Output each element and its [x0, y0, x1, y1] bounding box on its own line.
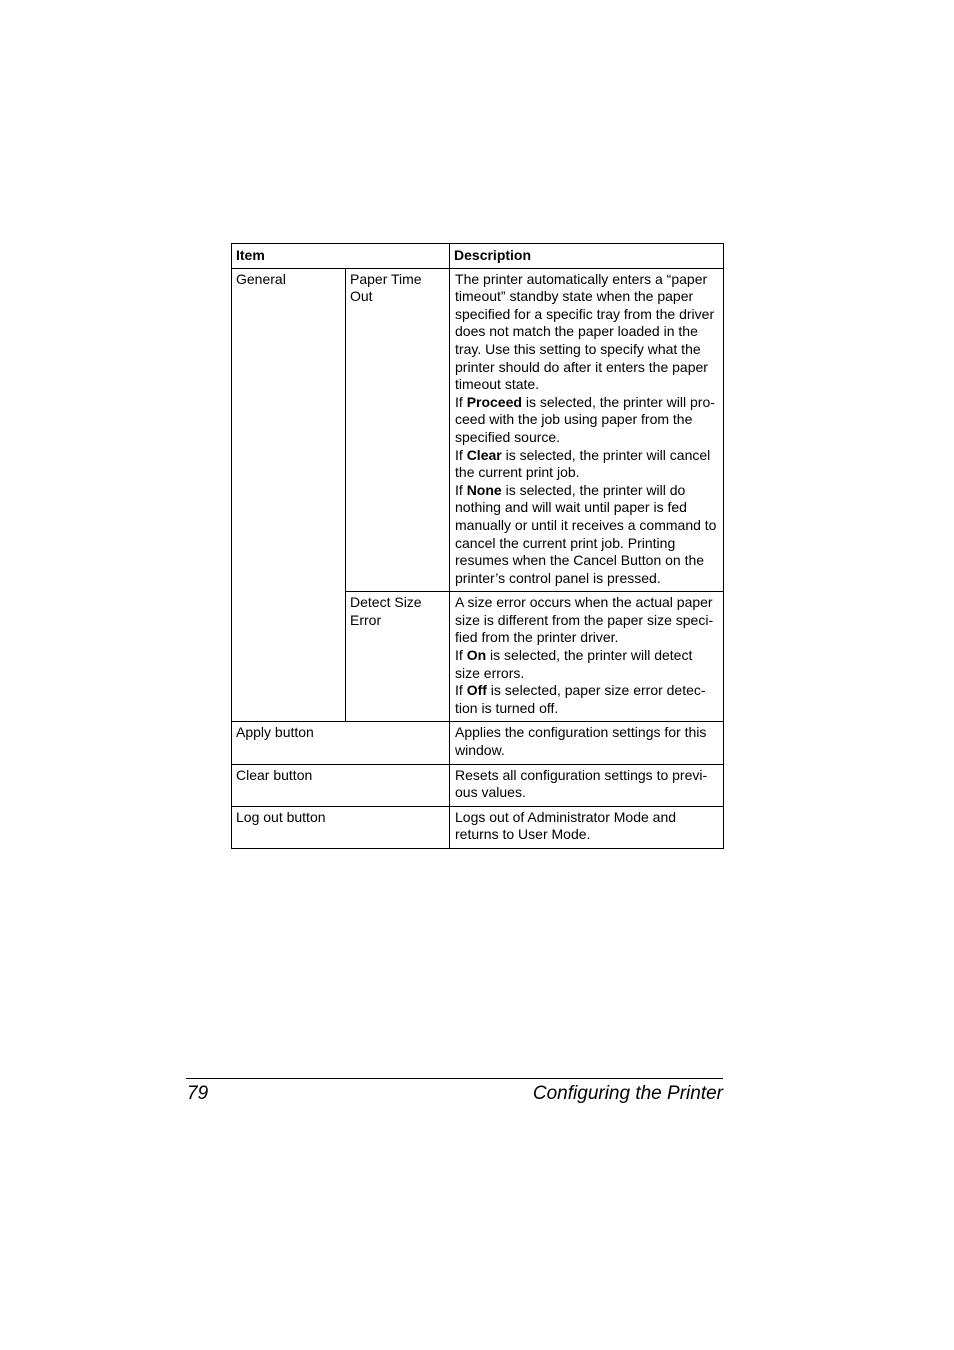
table-row: [232, 764, 724, 806]
option-name: Proceed: [466, 393, 522, 410]
paper-time-out-label: Paper Time Out: [346, 268, 450, 592]
paper-time-out-description: [450, 268, 724, 592]
description-paragraph: The printer automatically enters a “paper timeout” standby state when the paper specified for a specific tray from the driver does not match the paper loaded in the tray. Use this setting to specify what the printer should do after it enters the paper timeout state.: [455, 270, 715, 393]
header-description: Description: [450, 244, 724, 269]
header-row: [232, 244, 724, 269]
description-paragraph: A size error occurs when the actual paper size is different from the paper size specified from the printer driver.: [455, 594, 714, 646]
description-paragraph: If On is selected, the printer will detect size errors.: [455, 647, 693, 681]
detect-size-error-label: Detect Size Error: [346, 592, 450, 722]
table-row: [232, 268, 724, 592]
description-paragraph: If None is selected, the printer will do nothing and will wait until paper is fed manually or until it receives a command to cancel the current print job. Printing resumes when the Cancel Button on the printer’s control panel is pressed.: [455, 481, 717, 586]
description-paragraph: If Proceed is selected, the printer will proceed with the job using paper from the specified source.: [455, 393, 715, 445]
general-group-label: General: [232, 268, 346, 722]
option-name: Clear: [466, 446, 502, 463]
settings-table: [231, 243, 724, 849]
table-row: [232, 722, 724, 764]
option-name: None: [466, 481, 502, 498]
footer-rule: [186, 1078, 723, 1079]
detect-size-error-description: [450, 592, 724, 722]
clear-button-item: Clear button: [232, 764, 450, 806]
apply-button-item: Apply button: [232, 722, 450, 764]
description-paragraph: If Off is selected, paper size error detection is turned off.: [455, 682, 706, 716]
header-item: Item: [232, 244, 450, 269]
option-name: On: [466, 647, 487, 664]
description-paragraph: If Clear is selected, the printer will cancel the current print job.: [455, 446, 711, 481]
clear-button-description: Resets all configuration settings to previous values.: [450, 764, 724, 806]
page-number: 79: [187, 1083, 209, 1104]
log-out-button-item: Log out button: [232, 806, 450, 848]
apply-button-description: Applies the configuration settings for this window.: [450, 722, 724, 764]
running-title: Configuring the Printer: [532, 1083, 723, 1104]
table-row: [232, 806, 724, 848]
option-name: Off: [466, 682, 487, 699]
log-out-button-description: Logs out of Administrator Mode and returns to User Mode.: [450, 806, 724, 848]
